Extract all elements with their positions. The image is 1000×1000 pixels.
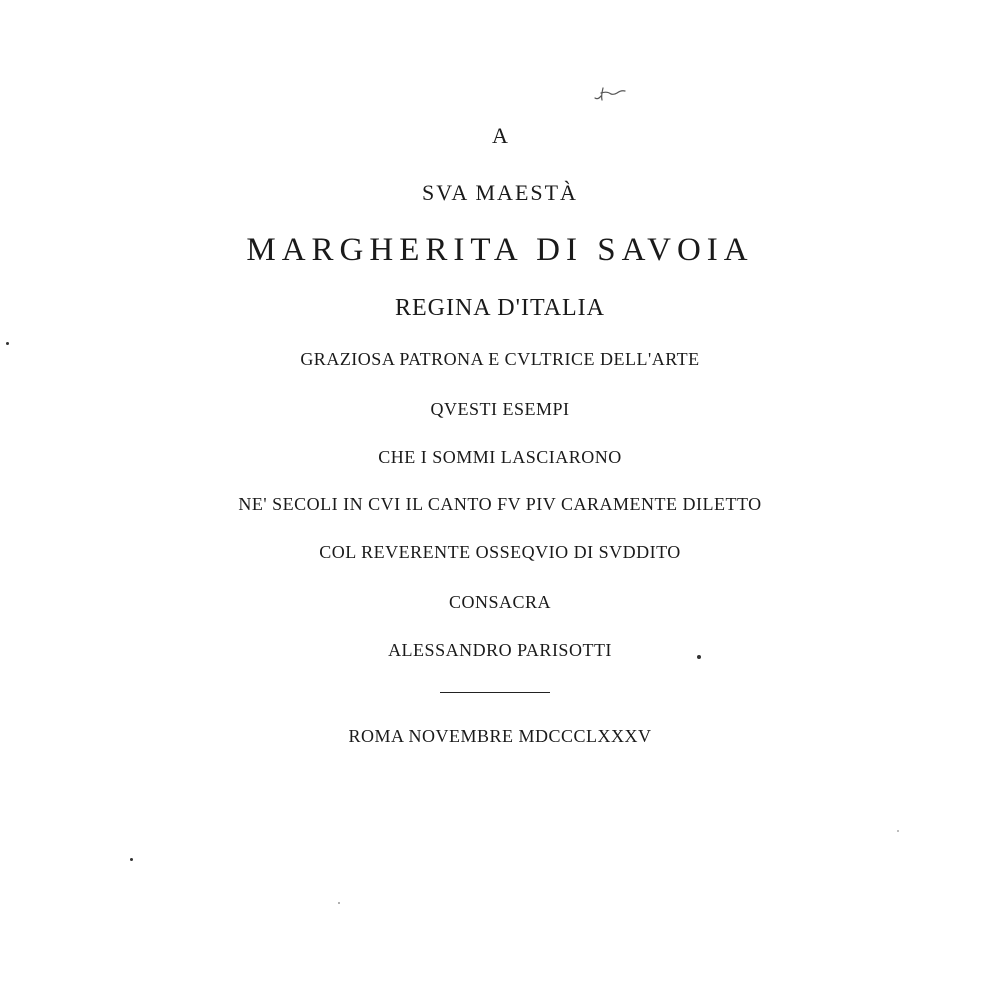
paper-speck (897, 830, 899, 832)
paper-speck (338, 902, 340, 904)
dedication-centuries-line: NE' SECOLI IN CVI IL CANTO FV PIV CARAMENTE DILETTO (238, 494, 762, 514)
paper-speck (697, 655, 701, 659)
divider-rule (440, 692, 550, 693)
dedication-masters-line: CHE I SOMMI LASCIARONO (378, 447, 622, 467)
dedication-queen-title: REGINA D'ITALIA (394, 295, 606, 321)
dedication-author: ALESSANDRO PARISOTTI (388, 640, 612, 660)
dedication-homage-line: COL REVERENTE OSSEQVIO DI SVDDITO (319, 542, 681, 562)
pencil-annotation-mark (592, 84, 636, 106)
paper-speck (6, 342, 9, 345)
dedication-to: A (492, 123, 508, 148)
dedication-consecrates-line: CONSACRA (448, 592, 552, 612)
dedication-place-date: ROMA NOVEMBRE MDCCCLXXXV (348, 726, 652, 746)
dedication-patron-line: GRAZIOSA PATRONA E CVLTRICE DELL'ARTE (300, 349, 700, 369)
dedication-majesty: SVA MAESTÀ (422, 180, 578, 205)
dedication-examples-line: QVESTI ESEMPI (430, 399, 570, 419)
paper-speck (130, 858, 133, 861)
dedication-queen-name: MARGHERITA DI SAVOIA (246, 232, 754, 268)
